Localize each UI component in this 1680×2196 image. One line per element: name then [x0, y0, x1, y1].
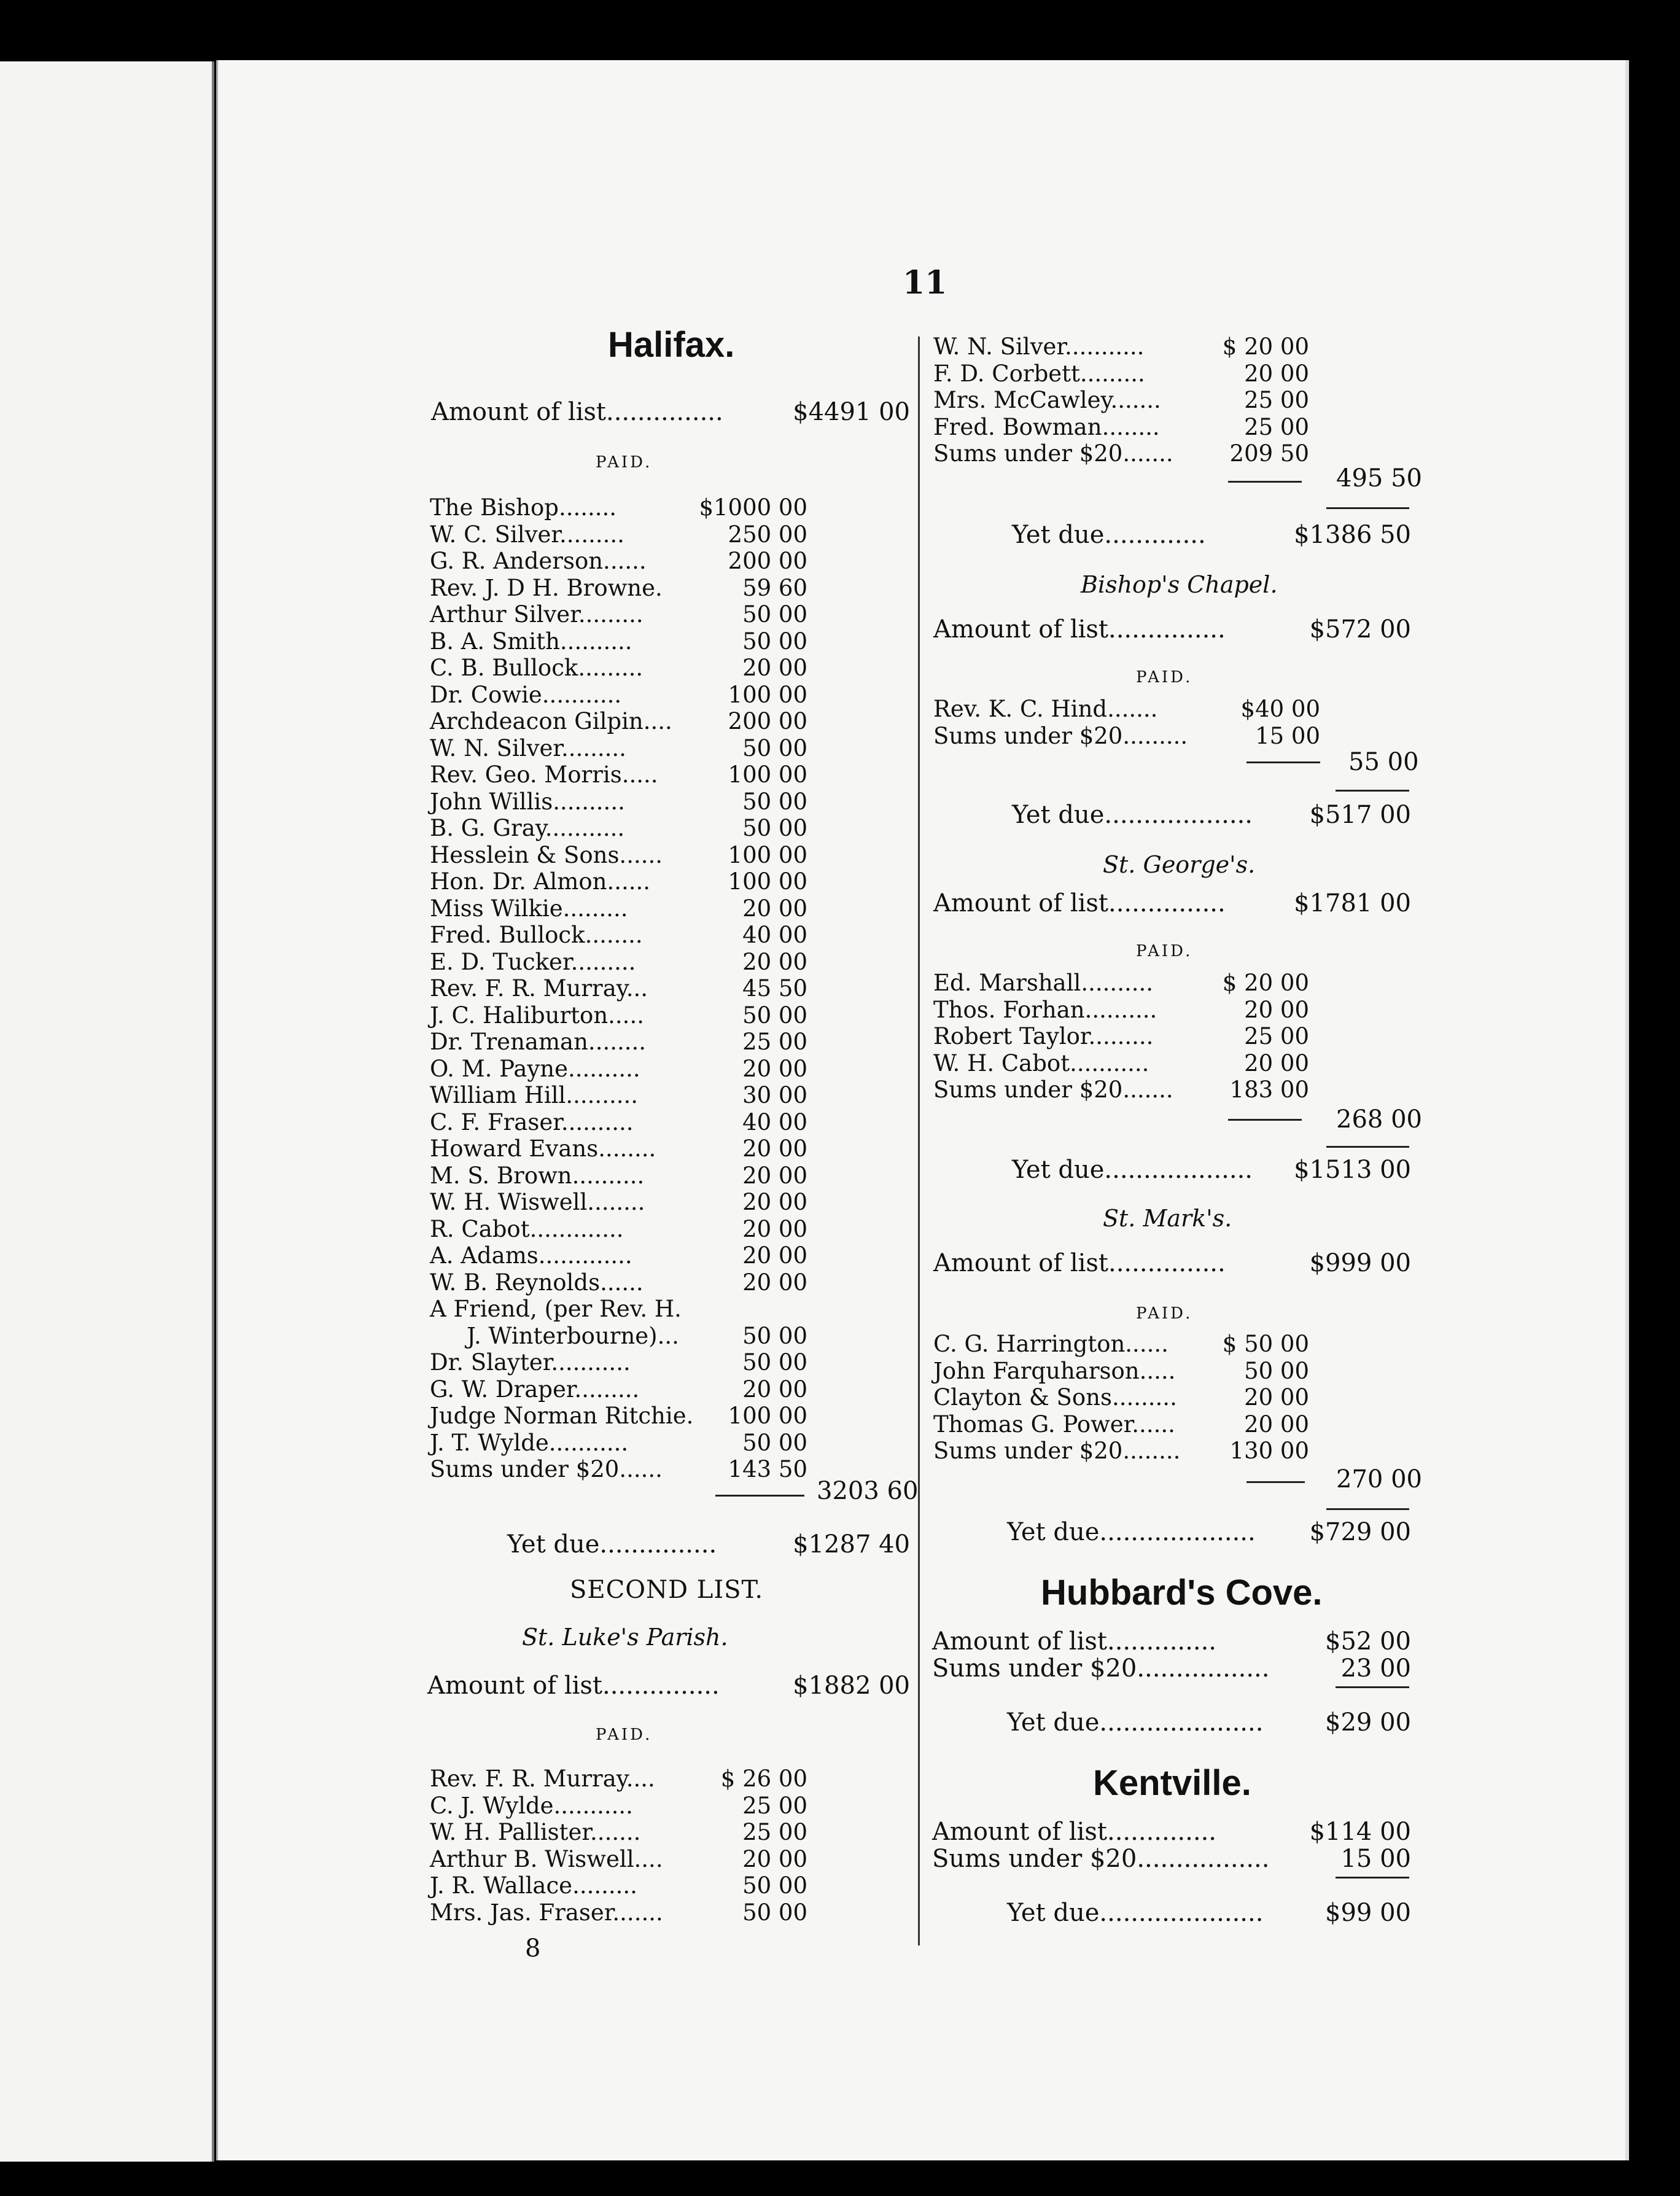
halifax-entry-amount: 100 00: [728, 868, 807, 895]
st-lukes-entry-amount: 25 00: [742, 1792, 807, 1819]
halifax-entry-amount: 50 00: [742, 815, 807, 841]
kentville-sums-value: 15 00: [1340, 1845, 1411, 1873]
halifax-entry-name: B. G. Gray...........: [430, 815, 625, 841]
halifax-entry-name: Howard Evans........: [430, 1135, 656, 1162]
halifax-entry-amount: 200 00: [728, 548, 807, 574]
halifax-entry-name: C. F. Fraser..........: [430, 1108, 634, 1135]
halifax-entry-amount: 50 00: [742, 788, 807, 815]
bishops-chapel-yet-due-label: Yet due...................: [1012, 801, 1253, 829]
st-georges-entry-row: [933, 997, 1309, 1023]
bishops-chapel-entry-amount: 15 00: [1255, 722, 1320, 749]
st-lukes-cont-entry-row: [933, 415, 1309, 440]
halifax-entry-name: C. B. Bullock.........: [430, 655, 644, 681]
st-lukes-cont-entry-amount: 209 50: [1229, 440, 1309, 467]
halifax-entry-name: Rev. Geo. Morris.....: [430, 761, 658, 788]
halifax-entry-name: O. M. Payne..........: [430, 1055, 640, 1082]
st-lukes-cont-entry-amount: $ 20 00: [1222, 333, 1309, 360]
halifax-entry-row: [430, 629, 807, 655]
kentville-yet-due-value: $99 00: [1325, 1899, 1411, 1927]
st-lukes-entry-amount: $ 26 00: [720, 1766, 807, 1792]
halifax-entry-name: R. Cabot.............: [430, 1215, 624, 1242]
halifax-entry-name: M. S. Brown..........: [430, 1162, 645, 1189]
hubbards-cove-amount-value: $52 00: [1325, 1627, 1411, 1656]
halifax-friend-amount: 50 00: [742, 1322, 807, 1349]
halifax-entry-row: [430, 1430, 807, 1456]
halifax-entry-amount: 143 50: [728, 1456, 807, 1482]
halifax-entry-amount: 100 00: [728, 841, 807, 868]
halifax-entry-row: [430, 1457, 807, 1482]
halifax-entry-row: [430, 1270, 807, 1296]
st-lukes-cont-entry-row: [933, 441, 1309, 467]
st-lukes-cont-entry-amount: 25 00: [1244, 413, 1309, 440]
halifax-entry-row: [430, 1377, 807, 1403]
st-marks-entry-name: Thomas G. Power......: [933, 1411, 1175, 1438]
halifax-entry-amount: 50 00: [742, 734, 807, 761]
st-lukes-entry-amount: 25 00: [742, 1819, 807, 1845]
halifax-entry-row: [430, 1350, 807, 1376]
st-georges-yet-due-value: $1513 00: [1294, 1156, 1411, 1184]
st-georges-amount-label: Amount of list...............: [933, 889, 1226, 917]
st-marks-entry-row: [933, 1438, 1309, 1464]
st-lukes-yet-due-label: Yet due.............: [1012, 521, 1206, 549]
st-georges-total-rule: [1228, 1119, 1302, 1121]
kentville-amount-label: Amount of list..............: [932, 1818, 1217, 1846]
bishops-chapel-entry-name: Sums under $20.........: [933, 722, 1188, 749]
st-lukes-entry-row: [430, 1900, 807, 1926]
kentville-sums-label: Sums under $20.................: [932, 1845, 1270, 1873]
halifax-entry-row: [430, 896, 807, 922]
st-georges-entry-row: [933, 1051, 1309, 1077]
kentville-yet-due-label: Yet due.....................: [1007, 1899, 1264, 1927]
halifax-entry-name: Dr. Trenaman........: [430, 1029, 647, 1055]
st-marks-entry-amount: 50 00: [1244, 1357, 1309, 1384]
kentville-heading: Kentville.: [1093, 1763, 1251, 1803]
st-georges-entry-amount: 20 00: [1244, 1049, 1309, 1077]
halifax-entry-row: [430, 762, 807, 788]
halifax-entry-name: A. Adams.............: [430, 1242, 632, 1269]
st-lukes-entry-row: [430, 1820, 807, 1845]
st-lukes-entry-row: [430, 1766, 807, 1792]
halifax-entry-amount: 20 00: [742, 1162, 807, 1189]
kentville-rule: [1336, 1877, 1409, 1879]
st-marks-entry-row: [933, 1331, 1309, 1357]
st-marks-total-rule: [1246, 1481, 1305, 1483]
halifax-entry-name: Rev. F. R. Murray...: [430, 975, 648, 1002]
st-marks-amount-row: [933, 1250, 1411, 1276]
st-georges-yet-due-rule: [1326, 1146, 1409, 1148]
halifax-entry-name: Dr. Cowie...........: [430, 681, 622, 708]
st-georges-paid-label: PAID.: [1136, 942, 1193, 960]
st-lukes-total-rule: [1228, 481, 1302, 483]
halifax-entry-name: Sums under $20......: [430, 1456, 663, 1482]
halifax-entry-row: [430, 1136, 807, 1162]
bishops-chapel-entry-row: [933, 723, 1320, 749]
halifax-entry-name: Archdeacon Gilpin....: [430, 708, 672, 734]
st-marks-total: 270 00: [1336, 1465, 1422, 1493]
st-lukes-cont-entry-name: W. N. Silver...........: [933, 333, 1145, 360]
halifax-entry-name: Miss Wilkie.........: [430, 895, 628, 922]
halifax-entry-row: [430, 1110, 807, 1135]
st-lukes-entry-amount: 20 00: [742, 1845, 807, 1872]
st-lukes-cont-entry-amount: 20 00: [1244, 360, 1309, 387]
halifax-friend-line-1: A Friend, (per Rev. H.: [430, 1296, 682, 1322]
st-lukes-amount-label: Amount of list...............: [427, 1672, 720, 1700]
page-number: 11: [903, 264, 947, 302]
st-georges-entry-name: Ed. Marshall..........: [933, 970, 1154, 996]
st-georges-entry-amount: 25 00: [1244, 1023, 1309, 1049]
halifax-entry-amount: 100 00: [728, 761, 807, 788]
left-page: [0, 61, 214, 2162]
halifax-entry-row: [430, 976, 807, 1002]
st-lukes-cont-entry-name: Fred. Bowman........: [933, 413, 1160, 440]
halifax-entry-row: [430, 1217, 807, 1242]
st-lukes-cont-entry-row: [933, 361, 1309, 387]
halifax-total-rule: [715, 1495, 804, 1497]
st-lukes-amount-value: $1882 00: [793, 1672, 910, 1700]
halifax-entry-name: W. C. Silver.........: [430, 521, 624, 548]
st-georges-entry-name: Sums under $20.......: [933, 1077, 1173, 1103]
halifax-entry-row: [430, 1190, 807, 1215]
bishops-chapel-yet-due-value: $517 00: [1309, 801, 1411, 829]
st-marks-amount-label: Amount of list...............: [933, 1249, 1226, 1277]
halifax-entry-row: [430, 736, 807, 761]
hubbards-cove-yet-due-value: $29 00: [1325, 1708, 1411, 1737]
st-marks-yet-due-row: [1007, 1519, 1411, 1545]
st-georges-entry-row: [933, 1077, 1309, 1103]
st-lukes-entry-row: [430, 1847, 807, 1872]
st-marks-entry-amount: 130 00: [1229, 1438, 1309, 1464]
halifax-entry-name: Arthur Silver.........: [430, 601, 644, 628]
st-georges-amount-value: $1781 00: [1294, 889, 1411, 917]
halifax-yet-due-value: $1287 40: [793, 1530, 910, 1559]
halifax-entry-name: G. W. Draper.........: [430, 1376, 640, 1403]
halifax-entry-name: W. N. Silver.........: [430, 734, 626, 761]
st-lukes-amount-row: [427, 1673, 910, 1699]
halifax-friend-line-2: J. Winterbourne)...: [467, 1322, 679, 1349]
kentville-amount-row: [932, 1819, 1411, 1845]
st-georges-amount-row: [933, 890, 1411, 916]
halifax-entry-amount: 250 00: [728, 521, 807, 548]
st-marks-yet-due-value: $729 00: [1309, 1518, 1411, 1546]
kentville-amount-value: $114 00: [1309, 1818, 1411, 1846]
hubbards-cove-yet-due-label: Yet due.....................: [1007, 1708, 1264, 1737]
st-lukes-entry-name: J. R. Wallace.........: [430, 1872, 637, 1899]
st-marks-entry-row: [933, 1358, 1309, 1384]
halifax-entry-amount: 20 00: [742, 1215, 807, 1242]
hubbards-cove-rule: [1336, 1686, 1409, 1688]
bishops-chapel-total: 55 00: [1348, 748, 1419, 776]
halifax-entry-amount: 50 00: [742, 601, 807, 628]
halifax-entry-row: [430, 1243, 807, 1269]
halifax-total: 3203 60: [817, 1477, 919, 1505]
st-georges-entry-name: Thos. Forhan..........: [933, 996, 1157, 1023]
halifax-entry-row: [430, 869, 807, 895]
halifax-entry-name: E. D. Tucker.........: [430, 948, 636, 975]
halifax-entry-row: [430, 655, 807, 681]
halifax-entry-name: B. A. Smith..........: [430, 628, 632, 655]
st-lukes-paid-label: PAID.: [596, 1726, 653, 1744]
halifax-entry-row: [430, 1029, 807, 1055]
halifax-entry-name: Rev. J. D H. Browne.: [430, 574, 663, 601]
st-lukes-entry-amount: 50 00: [742, 1872, 807, 1899]
bishops-chapel-amount-row: [933, 617, 1411, 642]
halifax-entry-amount: 20 00: [742, 1242, 807, 1269]
st-lukes-yet-due-row: [1012, 522, 1411, 548]
halifax-entry-row: [430, 789, 807, 815]
halifax-paid-label: PAID.: [596, 453, 653, 472]
halifax-entry-name: Dr. Slayter...........: [430, 1349, 631, 1376]
halifax-entry-row: [430, 548, 807, 574]
halifax-entry-name: William Hill..........: [430, 1082, 638, 1108]
hubbards-cove-sums-label: Sums under $20.................: [932, 1654, 1270, 1683]
st-marks-entry-name: John Farquharson.....: [933, 1357, 1176, 1384]
bishops-chapel-entry-amount: $40 00: [1240, 696, 1320, 722]
halifax-entry-amount: 50 00: [742, 1349, 807, 1376]
st-lukes-yet-due-rule: [1326, 507, 1409, 509]
halifax-amount-value: $4491 00: [793, 398, 910, 426]
st-georges-heading: St. George's.: [1103, 851, 1256, 878]
halifax-entry-amount: 30 00: [742, 1082, 807, 1108]
halifax-entry-row: [430, 495, 807, 521]
st-lukes-yet-due-value: $1386 50: [1294, 521, 1411, 549]
halifax-entry-row: [430, 522, 807, 548]
st-lukes-entry-name: Mrs. Jas. Fraser.......: [430, 1899, 663, 1926]
column-divider: [918, 337, 920, 1945]
halifax-entry-name: Hesslein & Sons......: [430, 841, 663, 868]
st-lukes-entry-name: Rev. F. R. Murray....: [430, 1766, 655, 1792]
st-georges-entry-row: [933, 1024, 1309, 1049]
halifax-entry-amount: 100 00: [728, 681, 807, 708]
bishops-chapel-entry-name: Rev. K. C. Hind.......: [933, 696, 1158, 722]
halifax-entry-amount: 45 50: [742, 975, 807, 1002]
halifax-entry-amount: 25 00: [742, 1029, 807, 1055]
halifax-entry-row: [430, 575, 807, 601]
st-marks-entry-name: Clayton & Sons.........: [933, 1384, 1177, 1411]
st-lukes-entry-name: C. J. Wylde...........: [430, 1792, 633, 1819]
halifax-friend-row-2: [430, 1323, 807, 1349]
st-georges-entry-row: [933, 970, 1309, 996]
st-lukes-cont-entry-amount: 25 00: [1244, 387, 1309, 413]
halifax-entry-row: [430, 1403, 807, 1429]
hubbards-cove-sums-value: 23 00: [1340, 1654, 1411, 1683]
st-lukes-entry-row: [430, 1793, 807, 1819]
halifax-entry-amount: 20 00: [742, 1189, 807, 1215]
bishops-chapel-amount-label: Amount of list...............: [933, 615, 1226, 644]
st-lukes-cont-entry-row: [933, 387, 1309, 413]
kentville-yet-due-row: [1007, 1900, 1411, 1926]
halifax-entry-amount: 20 00: [742, 655, 807, 681]
second-list-heading: SECOND LIST.: [570, 1576, 764, 1604]
halifax-entry-amount: 20 00: [742, 895, 807, 922]
bishops-chapel-total-rule: [1246, 761, 1320, 763]
halifax-entry-row: [430, 816, 807, 841]
hubbards-cove-amount-label: Amount of list..............: [932, 1627, 1217, 1656]
st-lukes-cont-entry-name: F. D. Corbett.........: [933, 360, 1145, 387]
st-marks-entry-row: [933, 1385, 1309, 1411]
st-marks-heading: St. Mark's.: [1103, 1205, 1232, 1232]
hubbards-cove-sums-row: [932, 1656, 1411, 1681]
halifax-entry-row: [430, 682, 807, 708]
bottom-number: 8: [525, 1934, 541, 1963]
halifax-friend-row-1: [430, 1296, 807, 1322]
halifax-entry-amount: 20 00: [742, 1269, 807, 1296]
st-georges-entry-name: W. H. Cabot...........: [933, 1049, 1149, 1077]
halifax-yet-due-label: Yet due...............: [507, 1530, 717, 1559]
halifax-entry-amount: 50 00: [742, 628, 807, 655]
bishops-chapel-yet-due-row: [1012, 802, 1411, 828]
st-marks-yet-due-label: Yet due....................: [1007, 1518, 1256, 1546]
halifax-entry-row: [430, 602, 807, 628]
halifax-entry-name: J. T. Wylde...........: [430, 1429, 629, 1456]
halifax-entry-amount: 100 00: [728, 1403, 807, 1429]
halifax-entry-row: [430, 843, 807, 868]
hubbards-cove-yet-due-row: [1007, 1710, 1411, 1735]
st-marks-entry-row: [933, 1412, 1309, 1438]
bishops-chapel-entry-row: [933, 696, 1320, 722]
halifax-entry-name: John Willis..........: [430, 788, 625, 815]
st-lukes-cont-entry-name: Sums under $20.......: [933, 440, 1173, 467]
halifax-entry-amount: $1000 00: [699, 494, 807, 521]
bishops-chapel-paid-label: PAID.: [1136, 668, 1193, 687]
halifax-entry-name: W. H. Wiswell........: [430, 1189, 645, 1215]
halifax-entry-amount: 59 60: [742, 574, 807, 601]
st-marks-amount-value: $999 00: [1309, 1249, 1411, 1277]
st-georges-yet-due-row: [1012, 1157, 1411, 1183]
st-lukes-cont-entry-name: Mrs. McCawley.......: [933, 387, 1161, 413]
halifax-entry-row: [430, 709, 807, 734]
st-marks-paid-label: PAID.: [1136, 1304, 1193, 1323]
bishops-chapel-yet-due-rule: [1336, 790, 1409, 792]
st-lukes-entry-name: W. H. Pallister.......: [430, 1819, 641, 1845]
halifax-entry-amount: 40 00: [742, 922, 807, 948]
halifax-entry-amount: 20 00: [742, 1135, 807, 1162]
halifax-amount-row: [431, 399, 910, 425]
st-marks-entry-name: C. G. Harrington......: [933, 1331, 1169, 1357]
halifax-entry-amount: 40 00: [742, 1108, 807, 1135]
hubbards-cove-heading: Hubbard's Cove.: [1041, 1573, 1323, 1613]
st-marks-entry-amount: 20 00: [1244, 1411, 1309, 1438]
halifax-entry-name: G. R. Anderson......: [430, 548, 647, 574]
halifax-yet-due-row: [507, 1532, 910, 1557]
st-marks-entry-name: Sums under $20........: [933, 1438, 1181, 1464]
st-lukes-cont-entry-row: [933, 334, 1309, 360]
halifax-entry-name: W. B. Reynolds......: [430, 1269, 644, 1296]
halifax-entry-name: Fred. Bullock........: [430, 922, 643, 948]
halifax-entry-name: J. C. Haliburton.....: [430, 1002, 644, 1029]
st-lukes-entry-row: [430, 1873, 807, 1899]
bishops-chapel-amount-value: $572 00: [1309, 615, 1411, 644]
halifax-entry-amount: 50 00: [742, 1002, 807, 1029]
halifax-entry-amount: 20 00: [742, 948, 807, 975]
halifax-entry-row: [430, 1163, 807, 1189]
halifax-entry-amount: 20 00: [742, 1376, 807, 1403]
st-lukes-entry-amount: 50 00: [742, 1899, 807, 1926]
st-lukes-heading: St. Luke's Parish.: [522, 1624, 728, 1651]
st-marks-yet-due-rule: [1326, 1508, 1409, 1510]
st-georges-entry-amount: 20 00: [1244, 996, 1309, 1023]
bishops-chapel-heading: Bishop's Chapel.: [1081, 571, 1278, 598]
st-marks-entry-amount: $ 50 00: [1222, 1331, 1309, 1357]
halifax-entry-name: Judge Norman Ritchie.: [430, 1403, 694, 1429]
halifax-entry-amount: 200 00: [728, 708, 807, 734]
st-georges-total: 268 00: [1336, 1105, 1422, 1134]
halifax-entry-amount: 50 00: [742, 1429, 807, 1456]
halifax-entry-row: [430, 1056, 807, 1082]
halifax-entry-amount: 20 00: [742, 1055, 807, 1082]
st-georges-yet-due-label: Yet due...................: [1012, 1156, 1253, 1184]
st-georges-entry-name: Robert Taylor.........: [933, 1023, 1154, 1049]
hubbards-cove-amount-row: [932, 1629, 1411, 1654]
halifax-entry-row: [430, 1003, 807, 1029]
halifax-entry-row: [430, 922, 807, 948]
st-georges-entry-amount: $ 20 00: [1222, 970, 1309, 996]
halifax-entry-name: The Bishop........: [430, 494, 617, 521]
halifax-entry-row: [430, 1083, 807, 1108]
st-georges-entry-amount: 183 00: [1229, 1077, 1309, 1103]
st-lukes-entry-name: Arthur B. Wiswell....: [430, 1845, 663, 1872]
kentville-sums-row: [932, 1846, 1411, 1872]
st-lukes-total: 495 50: [1336, 464, 1422, 493]
st-marks-entry-amount: 20 00: [1244, 1384, 1309, 1411]
halifax-amount-label: Amount of list...............: [431, 398, 723, 426]
halifax-heading: Halifax.: [608, 325, 735, 365]
halifax-entry-name: Hon. Dr. Almon......: [430, 868, 651, 895]
halifax-entry-row: [430, 949, 807, 975]
